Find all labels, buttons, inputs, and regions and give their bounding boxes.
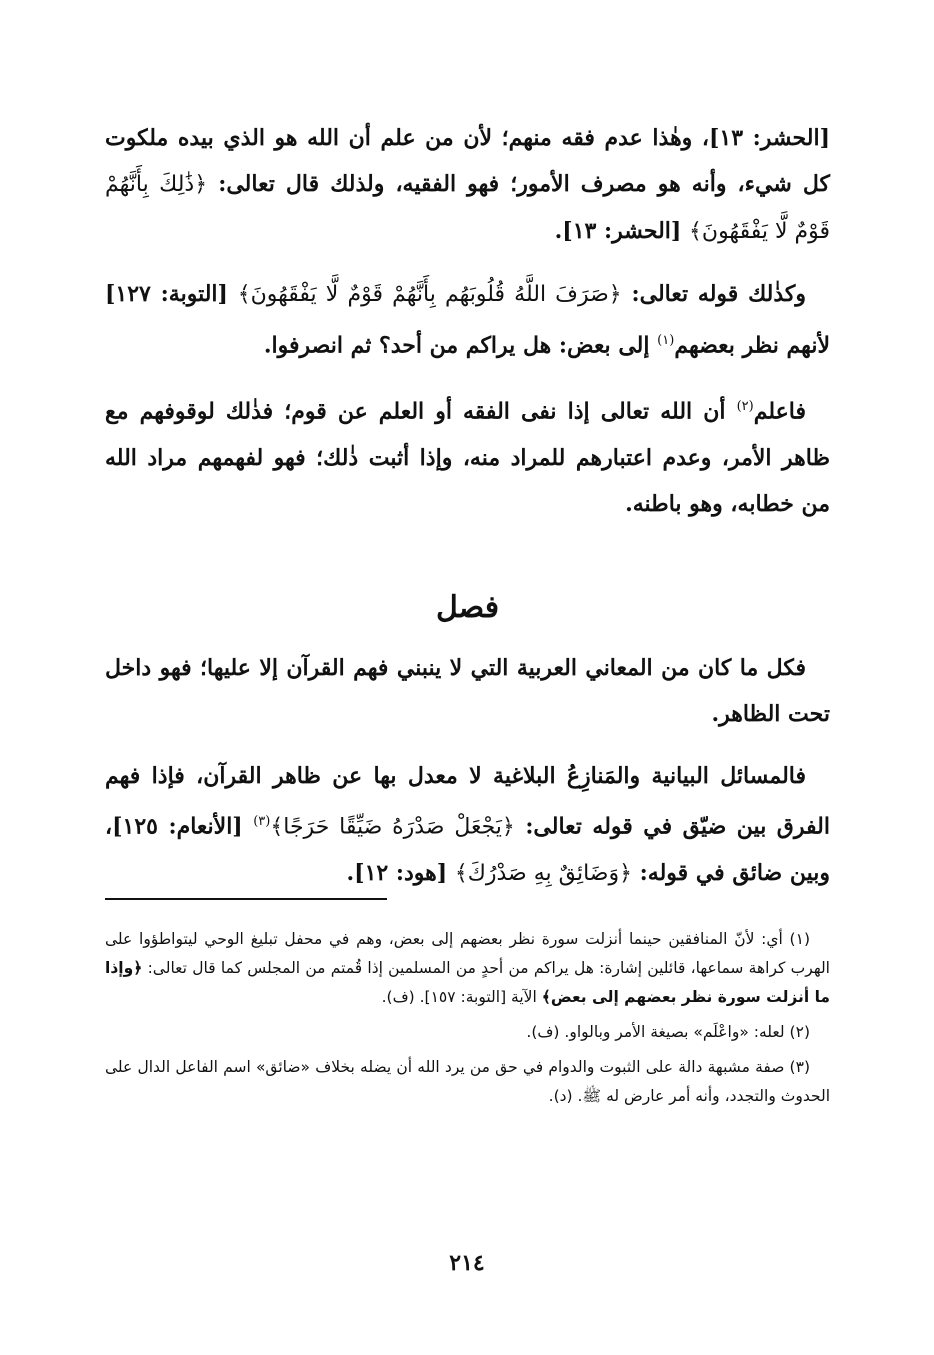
footnote-3: (٣) صفة مشبهة دالة على الثبوت والدوام في حق من يرد الله أن يضله بخلاف «ضائق» اسم الفاعل الدال على الحدوث والتجدد، وأنه أمر عارض له ﷺ. (د). (105, 1058, 830, 1105)
verse-reference: [الأنعام: ١٢٥]، وبين ضائق في قوله: (105, 812, 830, 886)
paragraph-2-lead: وكذٰلك قوله تعالى: (631, 281, 806, 307)
paragraph-3-lead: فاعلم (753, 398, 806, 425)
paragraph-4: فكل ما كان من المعاني العربية التي لا ينبني فهم القرآن إلا عليها؛ فهو داخل تحت الظاهر. (105, 654, 830, 727)
page-number: ٢١٤ (449, 1250, 485, 1276)
footnote-marker[interactable]: (٣) (253, 813, 271, 829)
quran-quote: ﴿وَضَائِقٌ بِهِ صَدْرُكَ﴾ (454, 860, 632, 886)
verse-reference: [الحشر: ١٣]. (554, 218, 682, 244)
verse-reference: [هود: ١٢]. (346, 859, 448, 886)
footnote-marker[interactable]: (٢) (736, 399, 754, 415)
paragraph-5-lead: فالمسائل البيانية والمَنازِعُ البلاغية لا معدل بها عن ظاهر القرآن، فإذا فهم الفرق بين ضيّق في قوله تعالى: (105, 762, 830, 839)
paragraph-1 (105, 115, 830, 255)
footnote-1 (105, 925, 830, 1012)
paragraph-5 (105, 753, 830, 897)
footnote-divider (105, 898, 387, 900)
paragraph-3 (105, 384, 830, 526)
paragraph-2 (105, 271, 830, 368)
paragraph-1-text: [الحشر: ١٣]، وهٰذا عدم فقه منهم؛ لأن من علم أن الله هو الذي بيده ملكوت كل شيء، وأنه هو مصرف الأمور؛ فهو الفقيه، ولذلك قال تعالى: (105, 125, 830, 197)
footnote-marker[interactable]: (١) (657, 333, 675, 348)
verse-reference: [التوبة: ١٢٧] لأنهم نظر بعضهم (105, 281, 830, 359)
section-title: فصل (435, 589, 500, 625)
paragraph-2-tail: إلى بعض: هل يراكم من أحد؟ ثم انصرفوا. (263, 332, 650, 359)
paragraph-3-tail: أن الله تعالى إذا نفى الفقه أو العلم عن قوم؛ فذٰلك لوقوفهم مع ظاهر الأمر، وعدم اعتبارهم للمراد منه، وإذا أثبت ذٰلك؛ فهو لفهمهم مراد الله من خطابه، وهو باطنه. (105, 398, 830, 517)
quran-quote: ﴿ذَٰلِكَ بِأَنَّهُمْ قَوْمٌ لَّا يَفْقَهُونَ﴾ (105, 172, 830, 244)
footnotes (105, 925, 830, 1117)
quran-quote: ﴿صَرَفَ اللَّهُ قُلُوبَهُم بِأَنَّهُمْ قَوْمٌ لَّا يَفْقَهُونَ﴾ (237, 282, 622, 307)
main-text (105, 115, 830, 913)
footnote-1-reference: الآية [التوبة: ١٥٧]. (ف). (381, 988, 537, 1006)
quran-quote: ﴿وإذا ما أنزلت سورة نظر بعضهم إلى بعض﴾ (105, 959, 830, 1006)
footnote-1-text: (١) أي: لأنّ المنافقين حينما أنزلت سورة نظر بعضهم إلى بعض، وهم في محفل تبليغ الوحي ليتواطؤوا على الهرب كراهة سماعها، قائلين إشارة: هل يراكم من أحدٍ من المسلمين إذا قُمتم من المجلس كما قال تعالى: (105, 930, 830, 977)
quran-quote: ﴿يَجْعَلْ صَدْرَهُ ضَيِّقًا حَرَجًا﴾ (270, 813, 515, 839)
footnote-2: (٢) لعله: «واعْلَم» بصيغة الأمر وبالواو. (ف). (526, 1023, 810, 1041)
